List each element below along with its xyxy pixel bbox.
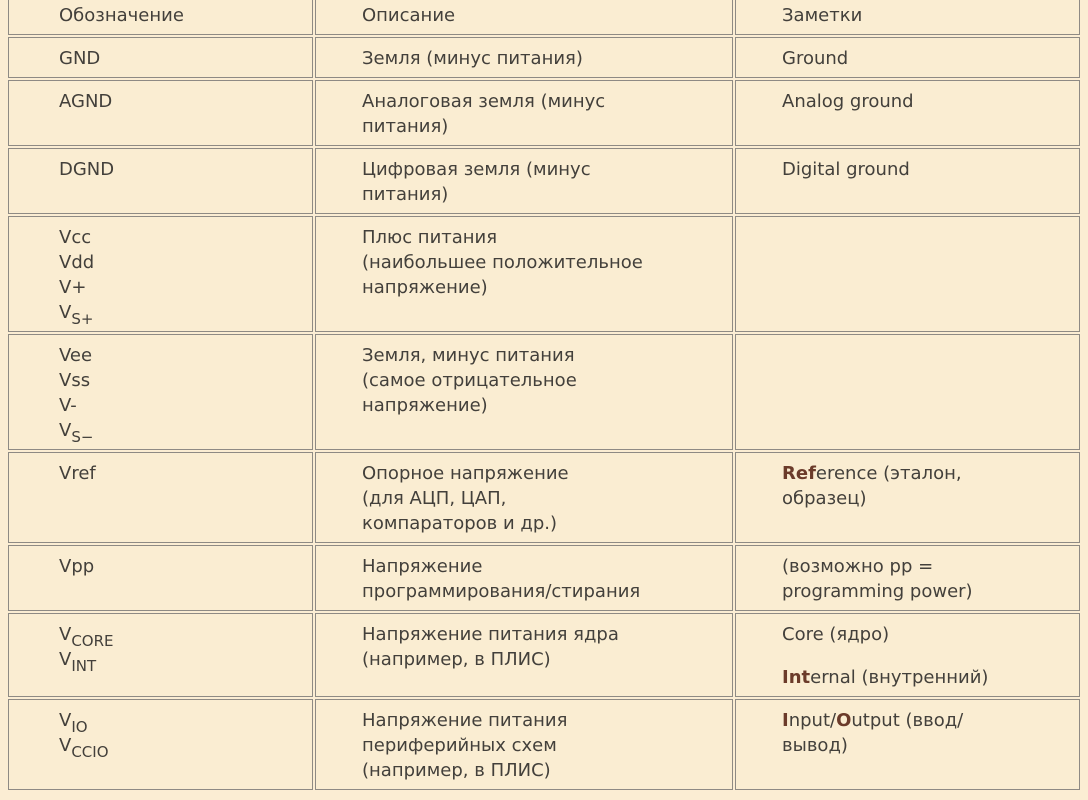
designation-base: V- (59, 395, 77, 416)
description-cell (315, 334, 733, 450)
designation-cell (8, 452, 313, 543)
designation-base: Vcc (59, 227, 92, 248)
description-line: Цифровая земля (минус (362, 159, 591, 180)
designation-base: V (59, 735, 72, 756)
designation-symbol (59, 368, 312, 393)
note-line (782, 579, 1079, 604)
description-cell (315, 613, 733, 697)
designation-base: V (59, 420, 72, 441)
description-line: питания) (362, 184, 449, 205)
header-designation: Обозначение (8, 0, 313, 35)
notes-cell (735, 334, 1080, 450)
note-text: erence (эталон, (815, 463, 962, 484)
designation-base: AGND (59, 91, 113, 112)
header-row (8, 0, 1080, 35)
designation-symbol (59, 733, 312, 761)
designation-base: DGND (59, 159, 115, 180)
table-body (8, 37, 1080, 790)
note-line (782, 461, 1079, 486)
table-row (8, 452, 1080, 543)
designation-base: Vpp (59, 556, 95, 577)
description-line: питания) (362, 116, 449, 137)
designation-cell (8, 545, 313, 611)
description-cell (315, 80, 733, 146)
note-text: Core (ядро) (782, 624, 890, 645)
description-line: (например, в ПЛИС) (362, 760, 551, 781)
designation-symbol (59, 554, 312, 579)
description-line: (для АЦП, ЦАП, (362, 488, 507, 509)
description-cell (315, 216, 733, 332)
note-text: вывод) (782, 735, 848, 756)
designation-table (6, 0, 1082, 792)
designation-base: Vss (59, 370, 91, 391)
note-text: Digital ground (782, 159, 910, 180)
designation-symbol (59, 300, 312, 328)
table-row (8, 37, 1080, 78)
description-cell (315, 699, 733, 790)
designation-subscript: S− (71, 428, 94, 446)
note-highlight: Int (782, 667, 811, 688)
notes-cell (735, 148, 1080, 214)
note-line (782, 665, 1079, 690)
designation-cell (8, 148, 313, 214)
note-line (782, 89, 1079, 114)
notes-cell (735, 37, 1080, 78)
description-cell (315, 37, 733, 78)
table-row (8, 80, 1080, 146)
designation-base: V (59, 624, 72, 645)
designation-symbol (59, 157, 312, 182)
designation-symbol (59, 461, 312, 486)
note-line (782, 733, 1079, 758)
designation-symbol (59, 225, 312, 250)
designation-base: Vee (59, 345, 93, 366)
designation-subscript: S+ (71, 310, 94, 328)
designation-base: V+ (59, 277, 87, 298)
designation-symbol (59, 89, 312, 114)
designation-symbol (59, 708, 312, 736)
description-line: (например, в ПЛИС) (362, 649, 551, 670)
description-line: Земля, минус питания (362, 345, 575, 366)
description-line: напряжение) (362, 395, 488, 416)
note-text: nput/ (788, 710, 837, 731)
description-line: Напряжение (362, 556, 483, 577)
description-line: (наибольшее положительное (362, 252, 643, 273)
header-description: Описание (315, 0, 733, 35)
description-line: программирования/стирания (362, 581, 641, 602)
note-text: programming power) (782, 581, 973, 602)
description-cell (315, 452, 733, 543)
designation-subscript: IO (71, 718, 88, 736)
table-row (8, 148, 1080, 214)
description-line: Напряжение питания (362, 710, 568, 731)
description-line: напряжение) (362, 277, 488, 298)
description-line: Напряжение питания ядра (362, 624, 619, 645)
designation-symbol (59, 275, 312, 300)
note-highlight: Ref (782, 463, 816, 484)
note-line (782, 46, 1079, 71)
note-line (782, 554, 1079, 579)
notes-cell (735, 216, 1080, 332)
designation-cell (8, 699, 313, 790)
designation-cell (8, 216, 313, 332)
designation-base: Vref (59, 463, 96, 484)
description-line: периферийных схем (362, 735, 557, 756)
designation-base: GND (59, 48, 101, 69)
designation-cell (8, 80, 313, 146)
note-text: Ground (782, 48, 849, 69)
note-text: ernal (внутренний) (810, 667, 989, 688)
note-text: utput (ввод/ (851, 710, 964, 731)
designation-symbol (59, 418, 312, 446)
designation-base: V (59, 302, 72, 323)
description-line: Аналоговая земля (минус (362, 91, 606, 112)
note-line (782, 708, 1079, 733)
designation-cell (8, 37, 313, 78)
table-row (8, 613, 1080, 697)
designation-base: V (59, 649, 72, 670)
description-line: компараторов и др.) (362, 513, 558, 534)
note-text: образец) (782, 488, 867, 509)
designation-subscript: CORE (71, 632, 114, 650)
designation-subscript: INT (71, 657, 97, 675)
note-highlight: O (836, 710, 852, 731)
notes-cell (735, 545, 1080, 611)
note-text: Analog ground (782, 91, 914, 112)
note-line (782, 157, 1079, 182)
table-row (8, 545, 1080, 611)
note-spacer (782, 647, 1079, 665)
designation-subscript: CCIO (71, 743, 109, 761)
note-line (782, 486, 1079, 511)
designation-symbol (59, 622, 312, 650)
description-cell (315, 148, 733, 214)
note-text: (возможно pp = (782, 556, 934, 577)
designation-cell (8, 613, 313, 697)
designation-base: Vdd (59, 252, 95, 273)
description-line: Плюс питания (362, 227, 498, 248)
description-cell (315, 545, 733, 611)
table-row (8, 334, 1080, 450)
designation-base: V (59, 710, 72, 731)
note-highlight: I (782, 710, 789, 731)
designation-symbol (59, 393, 312, 418)
designation-symbol (59, 647, 312, 675)
description-line: Опорное напряжение (362, 463, 569, 484)
table-row (8, 699, 1080, 790)
designation-symbol (59, 46, 312, 71)
notes-cell (735, 452, 1080, 543)
note-line (782, 622, 1079, 647)
designation-cell (8, 334, 313, 450)
table-row (8, 216, 1080, 332)
notes-cell (735, 80, 1080, 146)
header-notes: Заметки (735, 0, 1080, 35)
notes-cell (735, 613, 1080, 697)
designation-symbol (59, 343, 312, 368)
description-line: Земля (минус питания) (362, 48, 583, 69)
notes-cell (735, 699, 1080, 790)
description-line: (самое отрицательное (362, 370, 577, 391)
designation-symbol (59, 250, 312, 275)
